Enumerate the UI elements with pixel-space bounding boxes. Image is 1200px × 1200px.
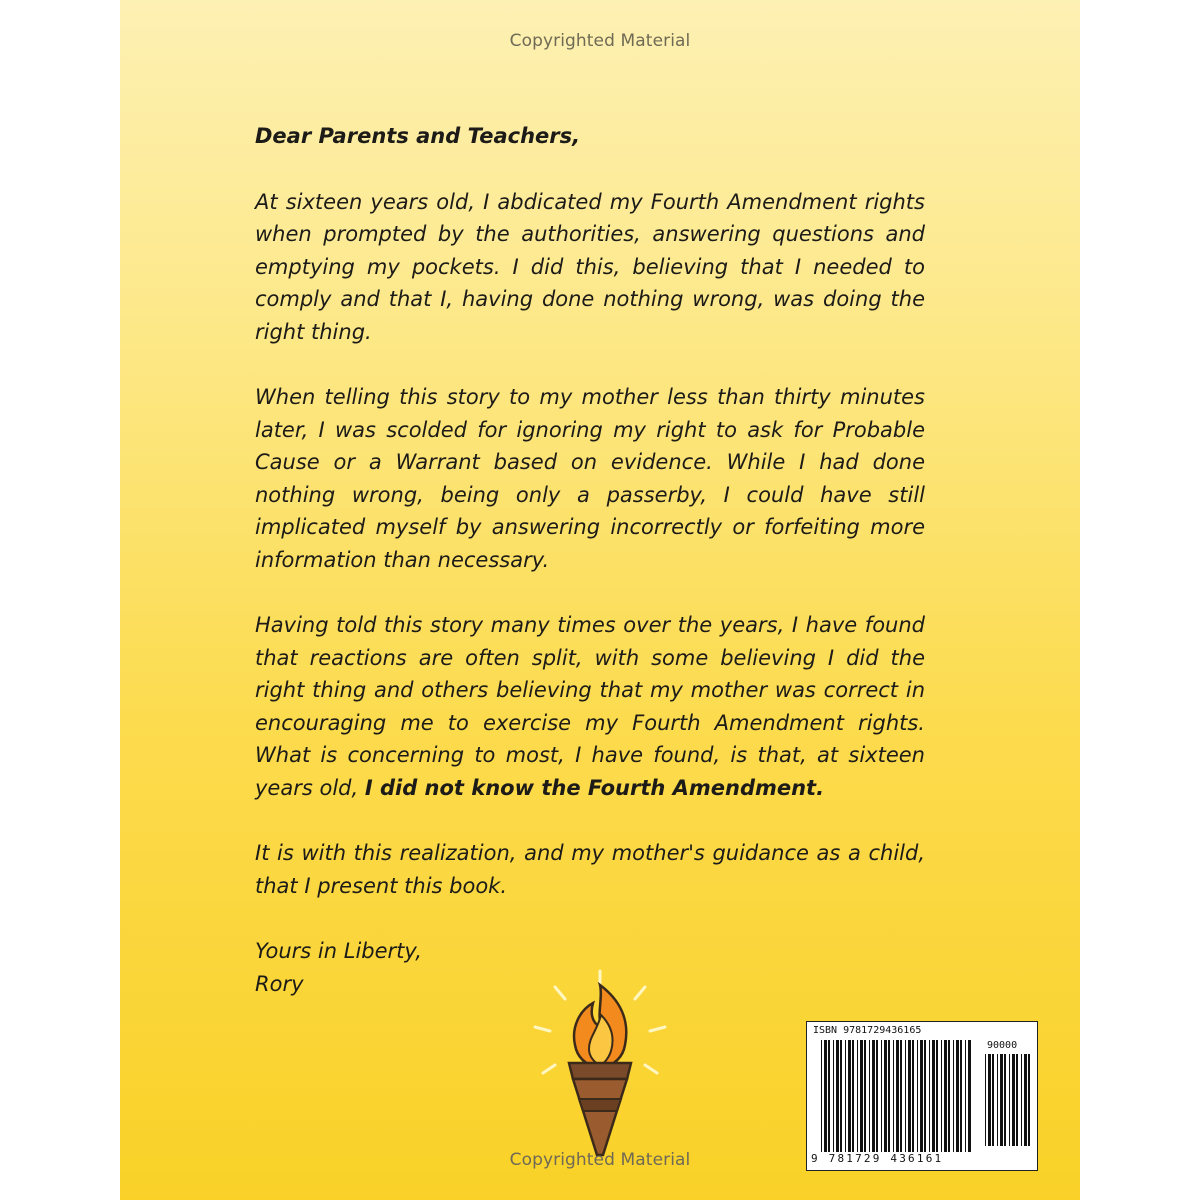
letter-paragraph-2: When telling this story to my mother less than thirty minutes later, I was scolded for ignoring my right to ask for Probable Cause or a Warrant based on evidence. While I had done nothing wrong, being only a passerby, I could have still implicated myself by answering incorrectly or forfeiting more information than necessary. [255, 385, 925, 572]
letter-salutation: Dear Parents and Teachers, [255, 124, 581, 148]
letter-paragraph-3-text: Having told this story many times over the years, I have found that reactions are often split, with some believing I did the right thing and others believing that my mother was correct in encouraging me to exercise my Fourth Amendment rights. What is concerning to most, I have found, is that, at sixteen years old, [255, 613, 925, 800]
letter-paragraph-4: It is with this realization, and my mother's guidance as a child, that I present this book. [255, 841, 925, 898]
price-code: 90000 [987, 1040, 1018, 1051]
letter-to-parents [255, 120, 925, 1000]
isbn-barcode [806, 1021, 1038, 1171]
barcode-digits: 9 781729 436161 [811, 1152, 944, 1165]
letter-closing: Yours in Liberty, [255, 939, 422, 963]
copyright-watermark-bottom: Copyrighted Material [509, 1150, 691, 1170]
letter-paragraph-3 [255, 609, 925, 804]
barcode-icon [821, 1040, 971, 1152]
torch-icon [525, 965, 675, 1165]
letter-paragraph-1: At sixteen years old, I abdicated my Fourth Amendment rights when prompted by the authorities, answering questions and emptying my pockets. I did this, believing that I needed to comply and that I, having done nothing wrong, was doing the right thing. [255, 189, 925, 344]
letter-paragraph-3-emphasis: I did not know the Fourth Amendment. [364, 775, 825, 800]
isbn-label: ISBN 9781729436165 [813, 1025, 922, 1036]
book-back-cover [120, 0, 1080, 1200]
copyright-watermark-top: Copyrighted Material [509, 31, 691, 51]
letter-signature: Rory [255, 971, 304, 996]
price-barcode-icon [985, 1054, 1031, 1146]
